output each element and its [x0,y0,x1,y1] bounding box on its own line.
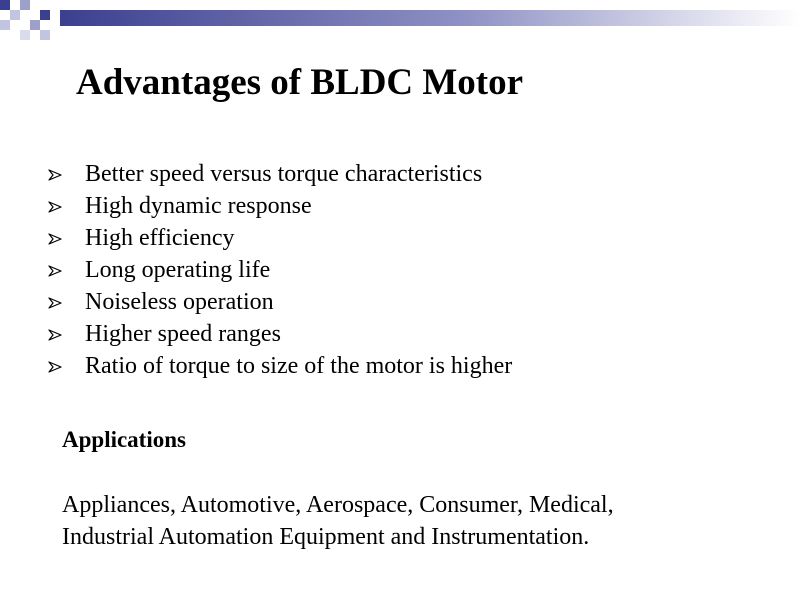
header-square [10,10,20,20]
advantages-list [48,158,512,382]
applications-line: Appliances, Automotive, Aerospace, Consumer, Medical, [62,492,614,518]
list-item-text: Long operating life [85,257,271,283]
list-item [48,350,512,382]
slide-title: Advantages of BLDC Motor [76,62,524,103]
header-square [20,30,30,40]
list-item [48,286,512,318]
applications-text [62,489,762,553]
header-square [20,0,30,10]
header-square [40,10,50,20]
list-item-text: High dynamic response [85,193,312,219]
list-item [48,254,512,286]
header-gradient-decoration [0,0,800,50]
arrowhead-bullet-icon [48,297,62,309]
header-square [30,20,40,30]
header-square [0,20,10,30]
arrowhead-bullet-icon [48,201,62,213]
header-bar [60,10,800,26]
list-item-text: Ratio of torque to size of the motor is higher [85,353,513,379]
arrowhead-bullet-icon [48,329,62,341]
list-item [48,318,512,350]
arrowhead-bullet-icon [48,361,62,373]
list-item [48,190,512,222]
header-square [40,30,50,40]
list-item [48,222,512,254]
arrowhead-bullet-icon [48,169,62,181]
list-item-text: Noiseless operation [85,289,274,315]
arrowhead-bullet-icon [48,265,62,277]
list-item [48,158,512,190]
list-item-text: High efficiency [85,225,235,251]
applications-line: Industrial Automation Equipment and Instrumentation. [62,524,590,550]
arrowhead-bullet-icon [48,233,62,245]
header-square [0,0,10,10]
applications-heading: Applications [62,427,186,452]
list-item-text: Higher speed ranges [85,321,281,347]
list-item-text: Better speed versus torque characteristics [85,161,483,187]
